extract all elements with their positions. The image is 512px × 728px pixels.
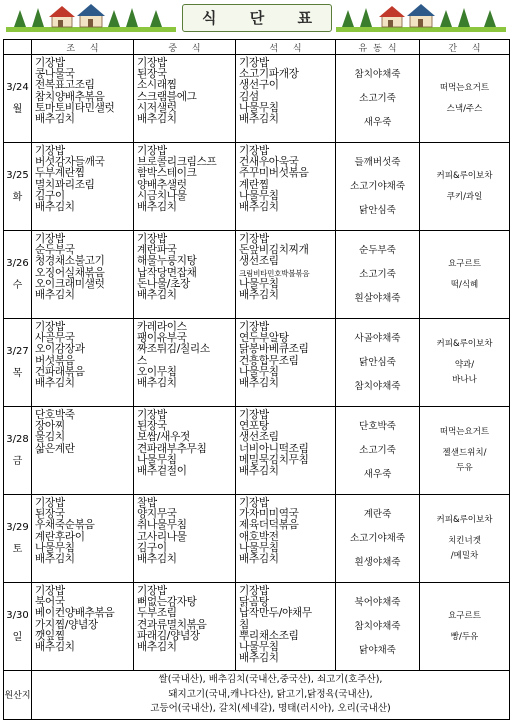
menu-item: 나물무침 [239,365,279,378]
menu-item: 두유 [456,463,473,473]
lunch-cell [134,55,236,143]
menu-item: 기장밥 [35,585,65,597]
origin-row [4,671,510,720]
menu-item: 닭안심죽 [359,356,396,368]
menu-item: 견파래부추무침 [137,442,207,455]
menu-item: 새우죽 [363,468,392,480]
liquid-cell [336,231,420,319]
menu-item: 가자미미역국 [239,508,299,521]
menu-item: 젤샌드위치/ [442,448,487,458]
menu-item: 닭안심죽 [359,204,396,216]
menu-item: 기장밥 [137,57,167,69]
day-row [4,583,510,671]
menu-item: 들깨버섯죽 [354,156,401,168]
weekday: 토 [12,543,23,555]
menu-item: 연두부알탕 [239,332,289,345]
menu-item: 배추김치 [35,112,75,125]
menu-item: 버섯감자들깨국 [35,156,105,169]
menu-item: 생선구이 [239,79,279,92]
date: 3/25 [6,169,29,181]
menu-item: 배추김치 [35,640,75,653]
menu-item: /메밀차 [450,551,479,561]
menu-item: 소고기죽 [359,268,396,280]
liquid-cell [336,495,420,583]
date: 3/29 [6,521,29,533]
menu-item: 양배추샐럿 [137,178,187,191]
snack-cell [420,407,510,495]
menu-item: 배추김치 [239,200,279,213]
breakfast-cell [32,319,134,407]
menu-item: 배추김치 [137,112,177,125]
menu-item: 나물무침 [239,640,279,653]
day-row [4,55,510,143]
menu-item: 견과류멸치볶음 [137,618,207,631]
date: 3/30 [6,609,29,621]
menu-item: 새우죽 [363,116,392,128]
menu-item: 배추김치 [239,652,279,665]
breakfast-cell [32,231,134,319]
menu-item: 된장국 [35,508,65,521]
header-date [4,40,32,55]
date-cell [4,319,32,407]
weekday: 월 [12,103,23,115]
date: 3/26 [6,257,29,269]
menu-item: 커피&루이보차 [436,170,493,181]
menu-item: 생선조림 [239,255,279,268]
menu-item: 배추김치 [137,200,177,213]
menu-item: 참치야채죽 [354,620,401,632]
menu-item: 약과/ [454,360,475,370]
menu-item: 짜조튀김/칠리소 [137,343,210,356]
menu-item: 기장밥 [35,497,65,509]
menu-item: 시금치나물 [137,189,187,202]
menu-item: 전복표고조림 [35,79,95,92]
menu-item: 나물무침 [35,541,75,554]
menu-item: 찰밥 [137,497,157,509]
menu-item: 참치야채죽 [354,380,401,392]
header-lunch: 중 식 [134,40,236,55]
liquid-cell [336,319,420,407]
menu-item: 가지찜/양념장 [35,618,98,631]
menu-item: 배추김치 [35,376,75,389]
menu-item: 두부계란찜 [35,167,85,180]
menu-item: 브로콜리크림스프 [137,156,217,169]
breakfast-cell [32,55,134,143]
menu-item: 기장밥 [137,233,167,245]
menu-item: 건파래볶음 [35,365,85,378]
menu-item: 베이컨양배추볶음 [35,607,115,620]
menu-item: 배추김치 [35,552,75,565]
origin-line: 쌀(국내산), 배추김치(국내산,중국산), 쇠고기(호주산), [158,674,383,685]
menu-item: 물김치 [35,431,65,444]
menu-item: 깻잎찜 [35,629,65,642]
date: 3/24 [6,81,29,93]
menu-item: 배추김치 [239,376,279,389]
lunch-cell [134,319,236,407]
menu-item: 파래김/양념장 [137,629,200,642]
menu-item: 스 [137,354,147,367]
header-liquid: 유동식 [336,40,420,55]
origin-info [32,671,510,720]
menu-item: 배추김치 [239,288,279,301]
dinner-cell [236,407,336,495]
menu-item: 생선조림 [239,431,279,444]
menu-item: 참치양배추볶음 [35,90,105,103]
menu-item: 소고기파개장 [239,68,299,81]
liquid-cell [336,55,420,143]
origin-line: 돼지고기(국내,캐나다산), 닭고기,닭정육(국내산), [168,688,373,700]
menu-item: 나물무침 [239,541,279,554]
day-row [4,495,510,583]
menu-item: 배추김치 [137,640,177,653]
menu-item: 애호박전 [239,530,279,543]
breakfast-cell [32,407,134,495]
menu-item: 연포탕 [239,420,269,433]
lunch-cell [134,583,236,671]
menu-item: 콩나물국 [35,68,75,81]
menu-item: 소고기죽 [359,444,396,456]
menu-item: 납작만두/야채무 [239,607,312,620]
menu-item: 계란죽 [363,508,392,520]
menu-item: 나물무침 [239,101,279,114]
snack-cell [420,583,510,671]
snack-cell [420,55,510,143]
menu-item: 커피&루이보차 [436,339,493,349]
menu-item: 쿠키/과일 [446,191,483,202]
date: 3/27 [6,345,29,357]
date: 3/28 [6,433,29,445]
menu-item: 두부조림 [137,607,177,620]
menu-item: 북어국 [35,596,65,609]
menu-item: 소고기야채죽 [349,180,406,192]
weekday: 일 [12,631,23,643]
menu-item: 너비아니떡조림 [239,442,309,455]
menu-item: 스크램블에그 [137,90,197,103]
menu-item: 닭야채죽 [359,644,396,656]
menu-item: 흰생야채죽 [354,556,401,568]
menu-item: 빵/두유 [450,631,479,642]
menu-item: 기장밥 [239,233,269,245]
lunch-cell [134,407,236,495]
menu-item: 사골야채죽 [354,332,401,344]
menu-item: 팽이유부국 [137,332,187,345]
menu-item: 기장밥 [35,321,65,333]
weekday: 화 [12,191,23,203]
menu-item: 보쌈/새우젓 [137,431,190,444]
lunch-cell [134,495,236,583]
menu-item: 기장밥 [239,57,269,69]
menu-item: 계란파국 [137,244,177,257]
menu-item: 바나나 [452,375,477,385]
menu-item: 나물무침 [239,277,279,290]
menu-item: 소고기죽 [359,92,396,104]
menu-item: 기장밥 [35,57,65,69]
menu-item: 계란후라이 [35,530,85,543]
date-cell [4,407,32,495]
menu-item: 건흥합무조림 [239,354,299,367]
menu-item: 김섬 [239,90,259,103]
menu-item: 기장밥 [239,497,269,509]
menu-item: 돈나물/초장 [137,277,190,290]
snack-cell [420,495,510,583]
menu-item: 주꾸미버섯볶음 [239,167,309,180]
menu-item: 카레라이스 [137,321,187,333]
snack-cell [420,143,510,231]
day-row [4,143,510,231]
snack-cell [420,319,510,407]
liquid-cell [336,583,420,671]
dinner-cell [236,231,336,319]
origin-line: 고등어(국내산), 갈치(세네갈), 명태(러시아), 오리(국내산) [150,703,391,714]
menu-item: 된장국 [137,68,167,81]
menu-item: 뿌리채소조림 [239,629,299,642]
menu-item: 계란찜 [239,178,269,191]
menu-item: 우채죽순볶음 [35,519,95,532]
menu-item: 배추김치 [239,552,279,565]
menu-item: 배추김치 [35,200,75,213]
header-banner [0,0,512,36]
menu-item: 배추김치 [137,288,177,301]
liquid-cell [336,407,420,495]
menu-item: 김구이 [35,189,65,202]
menu-item: 순두부국 [35,244,75,257]
lunch-cell [134,143,236,231]
menu-item: 침 [239,618,249,631]
weekday: 수 [12,279,23,291]
menu-item: 닭곰탕 [239,596,269,609]
date-cell [4,495,32,583]
menu-item: 돈앞비김치찌개 [239,244,309,257]
menu-item: 오징어실채볶음 [35,266,105,279]
menu-item: 소시래찜 [137,79,177,92]
menu-item: 양지무국 [137,508,177,521]
menu-item: 해물누룽지탕 [137,255,197,268]
date-cell [4,231,32,319]
breakfast-cell [32,143,134,231]
menu-item: 요구르트 [448,610,481,621]
menu-item: 배추김치 [239,464,279,477]
menu-item: 버섯볶음 [35,354,75,367]
liquid-cell [336,143,420,231]
menu-item: 떠먹는요거트 [439,427,490,437]
menu-table [3,39,510,720]
menu-item: 된장국 [137,420,167,433]
menu-item: 기장밥 [239,145,269,157]
menu-item: 시저샐럿 [137,101,177,114]
menu-item: 멸치꽈리조림 [35,178,95,191]
menu-item: 배추김치 [35,288,75,301]
menu-item: 스낵/주스 [446,103,483,114]
menu-item: 단호박죽 [359,420,396,432]
weekday: 금 [12,455,23,467]
menu-item: 메밀묵김치무침 [239,453,309,466]
menu-item: 크림비타민호박볼볶음 [239,268,310,278]
header-dinner: 석 식 [236,40,336,55]
menu-item: 토마토비타민샐럿 [35,101,115,114]
menu-item: 오이감장과 [35,343,85,356]
day-row [4,407,510,495]
menu-item: 북어야채죽 [354,596,401,608]
menu-item: 배추김치 [137,376,177,389]
menu-item: 납작당면잡채 [137,266,197,279]
menu-item: 제육더덕볶음 [239,519,299,532]
menu-item: 기장밥 [35,145,65,157]
menu-item: 배추겉절이 [137,464,187,477]
header-snack: 간 식 [420,40,510,55]
menu-item: 뻐없는감자탕 [137,596,197,609]
menu-item: 요구르트 [448,258,481,269]
weekday: 목 [12,367,23,379]
menu-item: 건새우아욱국 [239,156,299,169]
menu-item: 참치야채죽 [354,68,401,80]
dinner-cell [236,55,336,143]
page-title: 식 단 표 [182,4,332,32]
header-breakfast: 조 식 [32,40,134,55]
menu-item: 취나물무침 [137,519,187,532]
lunch-cell [134,231,236,319]
menu-item: 떡/식혜 [450,279,479,290]
date-cell [4,583,32,671]
menu-item: 배추김치 [239,112,279,125]
menu-item: 치킨너겟 [448,536,481,546]
menu-item: 나물무침 [137,453,177,466]
breakfast-cell [32,583,134,671]
dinner-cell [236,495,336,583]
menu-item: 기장밥 [35,233,65,245]
date-cell [4,143,32,231]
menu-item: 닭봉바베큐조림 [239,343,309,356]
menu-item: 고사리나물 [137,530,187,543]
menu-item: 기장밥 [137,585,167,597]
menu-item: 오이무침 [137,365,177,378]
menu-item: 함박스테이크 [137,167,197,180]
menu-item: 단호박죽 [35,409,75,421]
menu-item: 순두부죽 [359,244,396,256]
menu-item: 삶은계란 [35,442,75,455]
menu-item: 김구이 [137,541,167,554]
date-cell [4,55,32,143]
day-row [4,319,510,407]
menu-item: 커피&루이보차 [436,515,493,525]
menu-item: 소고기야채죽 [349,532,406,544]
day-row [4,231,510,319]
header-row [4,40,510,55]
menu-item: 떠먹는요거트 [439,82,490,93]
menu-item: 나물무침 [239,189,279,202]
menu-item: 사골무국 [35,332,75,345]
dinner-cell [236,583,336,671]
menu-item: 기장밥 [137,145,167,157]
snack-cell [420,231,510,319]
menu-item: 기장밥 [239,409,269,421]
origin-label: 원산지 [4,671,32,720]
menu-item: 장아찌 [35,420,65,433]
dinner-cell [236,143,336,231]
menu-item: 오이크래미샐럿 [35,277,105,290]
menu-item: 배추김치 [137,552,177,565]
breakfast-cell [32,495,134,583]
dinner-cell [236,319,336,407]
menu-item: 기장밥 [239,321,269,333]
menu-item: 기장밥 [137,409,167,421]
menu-item: 흰살야채죽 [354,292,401,304]
menu-item: 기장밥 [239,585,269,597]
menu-item: 청경채소불고기 [35,255,105,268]
